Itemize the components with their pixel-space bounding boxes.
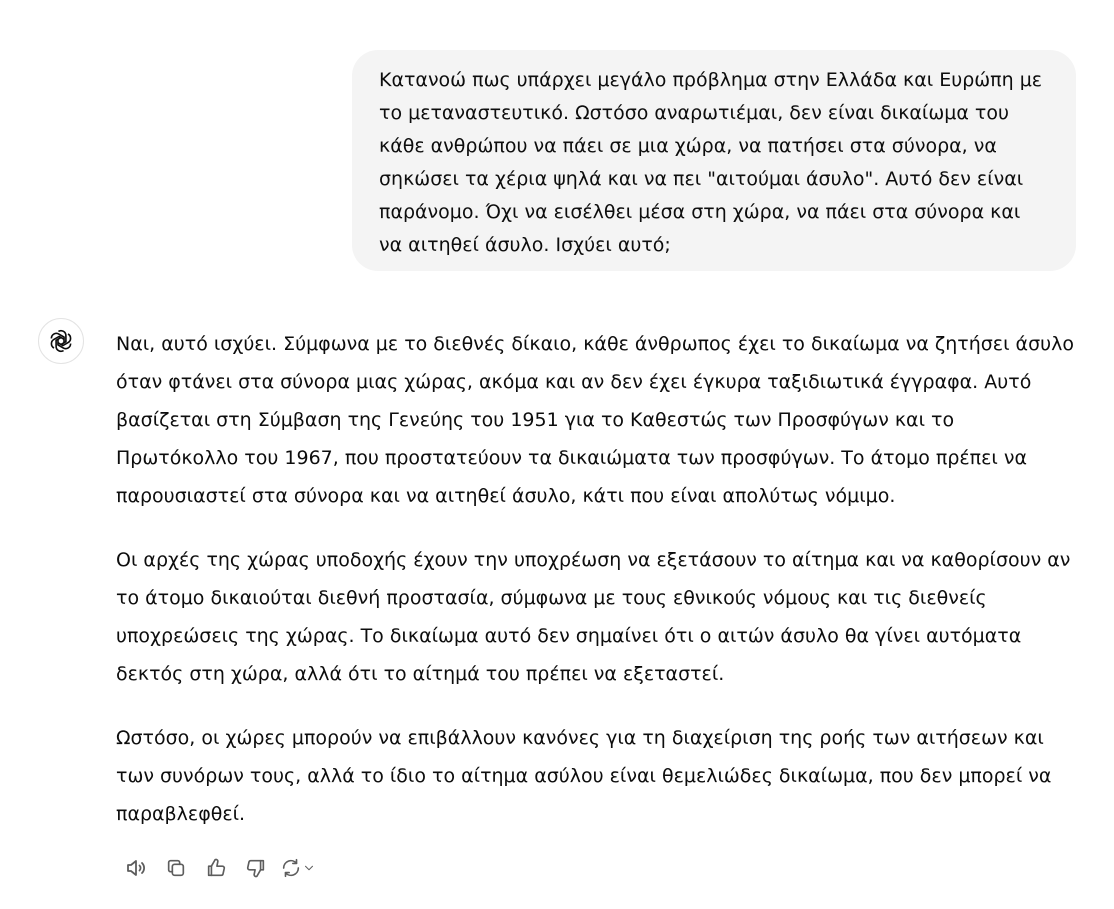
message-actions	[116, 852, 324, 884]
assistant-message	[116, 325, 1076, 859]
read-aloud-button[interactable]	[116, 852, 156, 884]
thumbs-up-icon	[205, 857, 227, 879]
user-message-text: Κατανοώ πως υπάρχει μεγάλο πρόβλημα στην Ελλάδα και Ευρώπη με το μεταναστευτικό. Ωστόσο αναρωτιέμαι, δεν είναι δικαίωμα του κάθε ανθρώπου να πάει σε μια χώρα, να πατήσει στα σύνορα, να σηκώσει τα χέρια ψηλά και να πει "αιτούμαι άσυλο". Αυτό δεν είναι παράνομο. Όχι να εισέλθει μέσα στη χώρα, να πάει στα σύνορα και να αιτηθεί άσυλο. Ισχύει αυτό;	[379, 69, 1043, 256]
assistant-paragraph: Ναι, αυτό ισχύει. Σύμφωνα με το διεθνές δίκαιο, κάθε άνθρωπος έχει το δικαίωμα να ζητήσει άσυλο όταν φτάνει στα σύνορα μιας χώρας, ακόμα και αν δεν έχει έγκυρα ταξιδιωτικά έγγραφα. Αυτό βασίζεται στη Σύμβαση της Γενεύης του 1951 για το Καθεστώς των Προσφύγων και το Πρωτόκολλο του 1967, που προστατεύουν τα δικαιώματα των προσφύγων. Το άτομο πρέπει να παρουσιαστεί στα σύνορα και να αιτηθεί άσυλο, κάτι που είναι απολύτως νόμιμο.	[116, 333, 1074, 507]
copy-button[interactable]	[156, 852, 196, 884]
bad-response-button[interactable]	[236, 852, 276, 884]
user-message-bubble	[352, 50, 1076, 271]
assistant-paragraph: Οι αρχές της χώρας υποδοχής έχουν την υποχρέωση να εξετάσουν το αίτημα και να καθορίσουν αν το άτομο δικαιούται διεθνή προστασία, σύμφωνα με τους εθνικούς νόμους και τις διεθνείς υποχρεώσεις της χώρας. Το δικαίωμα αυτό δεν σημαίνει ότι ο αιτών άσυλο θα γίνει αυτόματα δεκτός στη χώρα, αλλά ότι το αίτημά του πρέπει να εξεταστεί.	[116, 549, 1071, 685]
chevron-down-icon	[302, 861, 316, 875]
thumbs-down-icon	[245, 857, 267, 879]
copy-icon	[165, 857, 187, 879]
regenerate-icon	[280, 857, 302, 879]
assistant-avatar	[38, 318, 84, 364]
assistant-paragraph: Ωστόσο, οι χώρες μπορούν να επιβάλλουν κανόνες για τη διαχείριση της ροής των αιτήσεων και των συνόρων τους, αλλά το ίδιο το αίτημα ασύλου είναι θεμελιώδες δικαίωμα, που δεν μπορεί να παραβλεφθεί.	[116, 727, 1052, 825]
read-aloud-icon	[124, 856, 148, 880]
openai-logo-icon	[47, 327, 75, 355]
good-response-button[interactable]	[196, 852, 236, 884]
regenerate-button[interactable]	[276, 852, 324, 884]
